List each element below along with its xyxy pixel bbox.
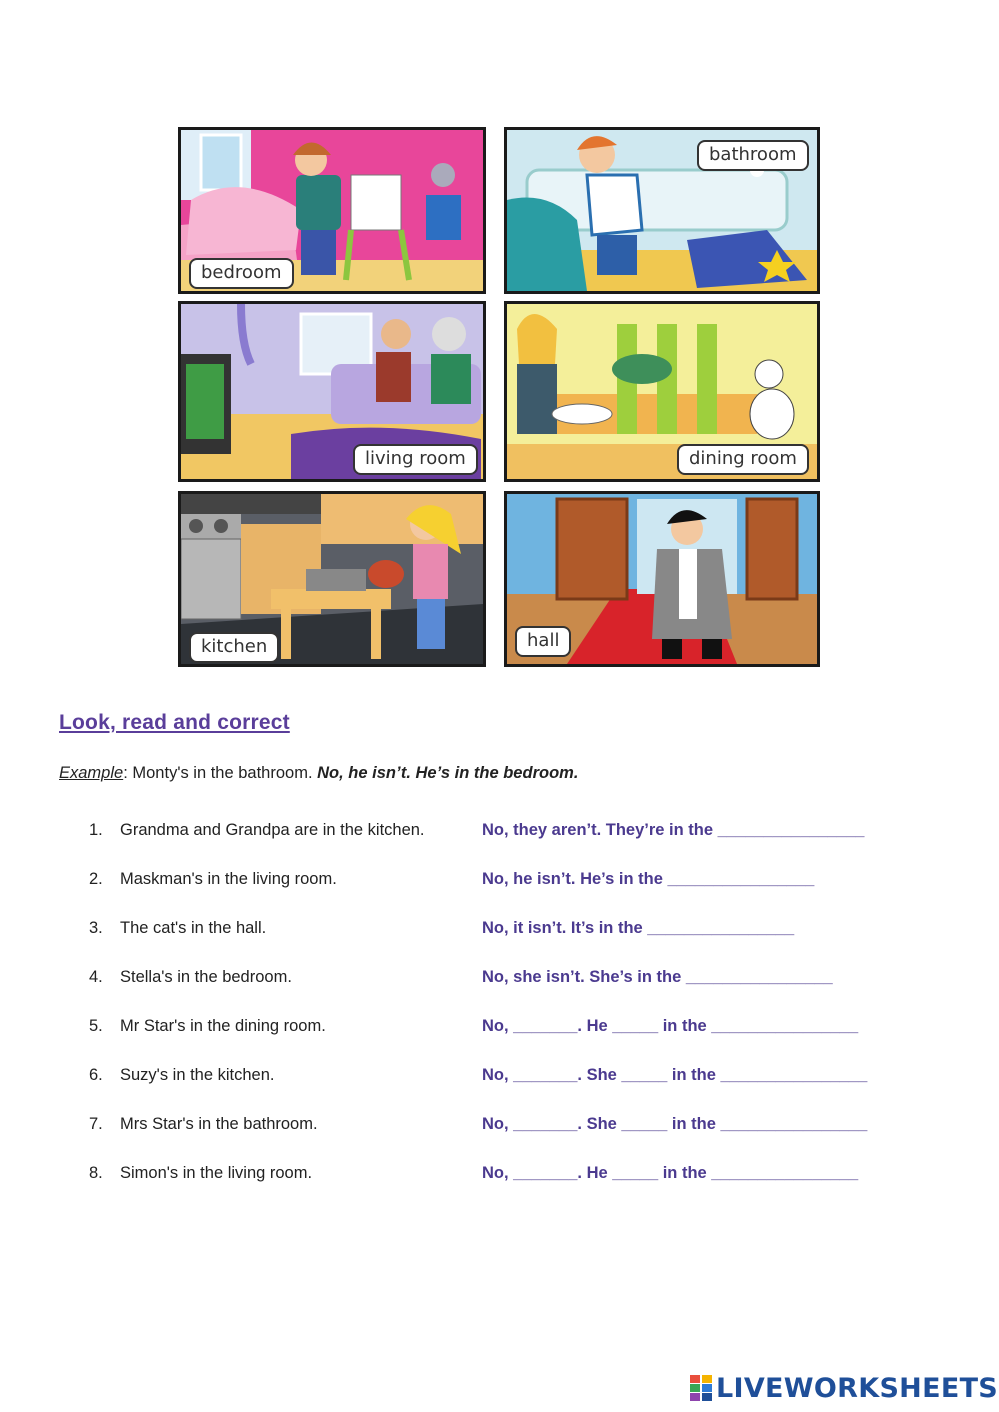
answer-field[interactable]: No, _______. He _____ in the ________________: [482, 1164, 859, 1182]
example-statement: Monty's in the bathroom.: [127, 764, 318, 782]
question-number: 7.: [89, 1115, 103, 1133]
question-text: Grandma and Grandpa are in the kitchen.: [120, 821, 425, 839]
question-row: [0, 1017, 999, 1041]
bedroom-label: bedroom: [189, 258, 294, 289]
bedroom-panel: [178, 127, 486, 294]
liveworksheets-brand: LIVEWORKSHEETS: [716, 1372, 999, 1404]
kitchen-panel: [178, 491, 486, 667]
answer-field[interactable]: No, he isn’t. He’s in the ________________: [482, 870, 815, 888]
question-number: 6.: [89, 1066, 103, 1084]
question-text: Suzy's in the kitchen.: [120, 1066, 275, 1084]
example-label: Example: [59, 764, 124, 782]
example-answer: No, he isn’t. He’s in the bedroom.: [317, 764, 579, 782]
question-row: [0, 968, 999, 992]
living-room-panel: [178, 301, 486, 482]
answer-field[interactable]: No, _______. She _____ in the ________________: [482, 1115, 868, 1133]
liveworksheets-logo[interactable]: [690, 1372, 998, 1404]
liveworksheets-logo-icon: [690, 1375, 712, 1401]
question-row: [0, 870, 999, 894]
dining-room-label: dining room: [677, 444, 809, 475]
answer-field[interactable]: No, she isn’t. She’s in the ________________: [482, 968, 833, 986]
example-line: [59, 764, 578, 783]
answer-field[interactable]: No, it isn’t. It’s in the ________________: [482, 919, 795, 937]
question-row: [0, 1066, 999, 1090]
dining-room-panel: [504, 301, 820, 482]
question-text: Simon's in the living room.: [120, 1164, 313, 1182]
question-text: Mr Star's in the dining room.: [120, 1017, 326, 1035]
question-number: 5.: [89, 1017, 103, 1035]
hall-panel: [504, 491, 820, 667]
question-text: Stella's in the bedroom.: [120, 968, 292, 986]
answer-field[interactable]: No, they aren’t. They’re in the ________________: [482, 821, 865, 839]
bathroom-panel: [504, 127, 820, 294]
answer-field[interactable]: No, _______. She _____ in the ________________: [482, 1066, 868, 1084]
question-number: 3.: [89, 919, 103, 937]
question-text: The cat's in the hall.: [120, 919, 267, 937]
kitchen-label: kitchen: [189, 632, 279, 663]
question-row: [0, 1115, 999, 1139]
question-row: [0, 919, 999, 943]
bathroom-label: bathroom: [697, 140, 809, 171]
section-title: Look, read and correct: [59, 711, 290, 734]
question-row: [0, 821, 999, 845]
living-room-label: living room: [353, 444, 478, 475]
rooms-picture-grid: [178, 127, 820, 667]
question-number: 8.: [89, 1164, 103, 1182]
question-number: 4.: [89, 968, 103, 986]
question-text: Maskman's in the living room.: [120, 870, 337, 888]
question-number: 1.: [89, 821, 103, 839]
example-separator: :: [123, 764, 128, 782]
answer-field[interactable]: No, _______. He _____ in the ________________: [482, 1017, 859, 1035]
question-number: 2.: [89, 870, 103, 888]
hall-label: hall: [515, 626, 571, 657]
question-text: Mrs Star's in the bathroom.: [120, 1115, 318, 1133]
question-row: [0, 1164, 999, 1188]
